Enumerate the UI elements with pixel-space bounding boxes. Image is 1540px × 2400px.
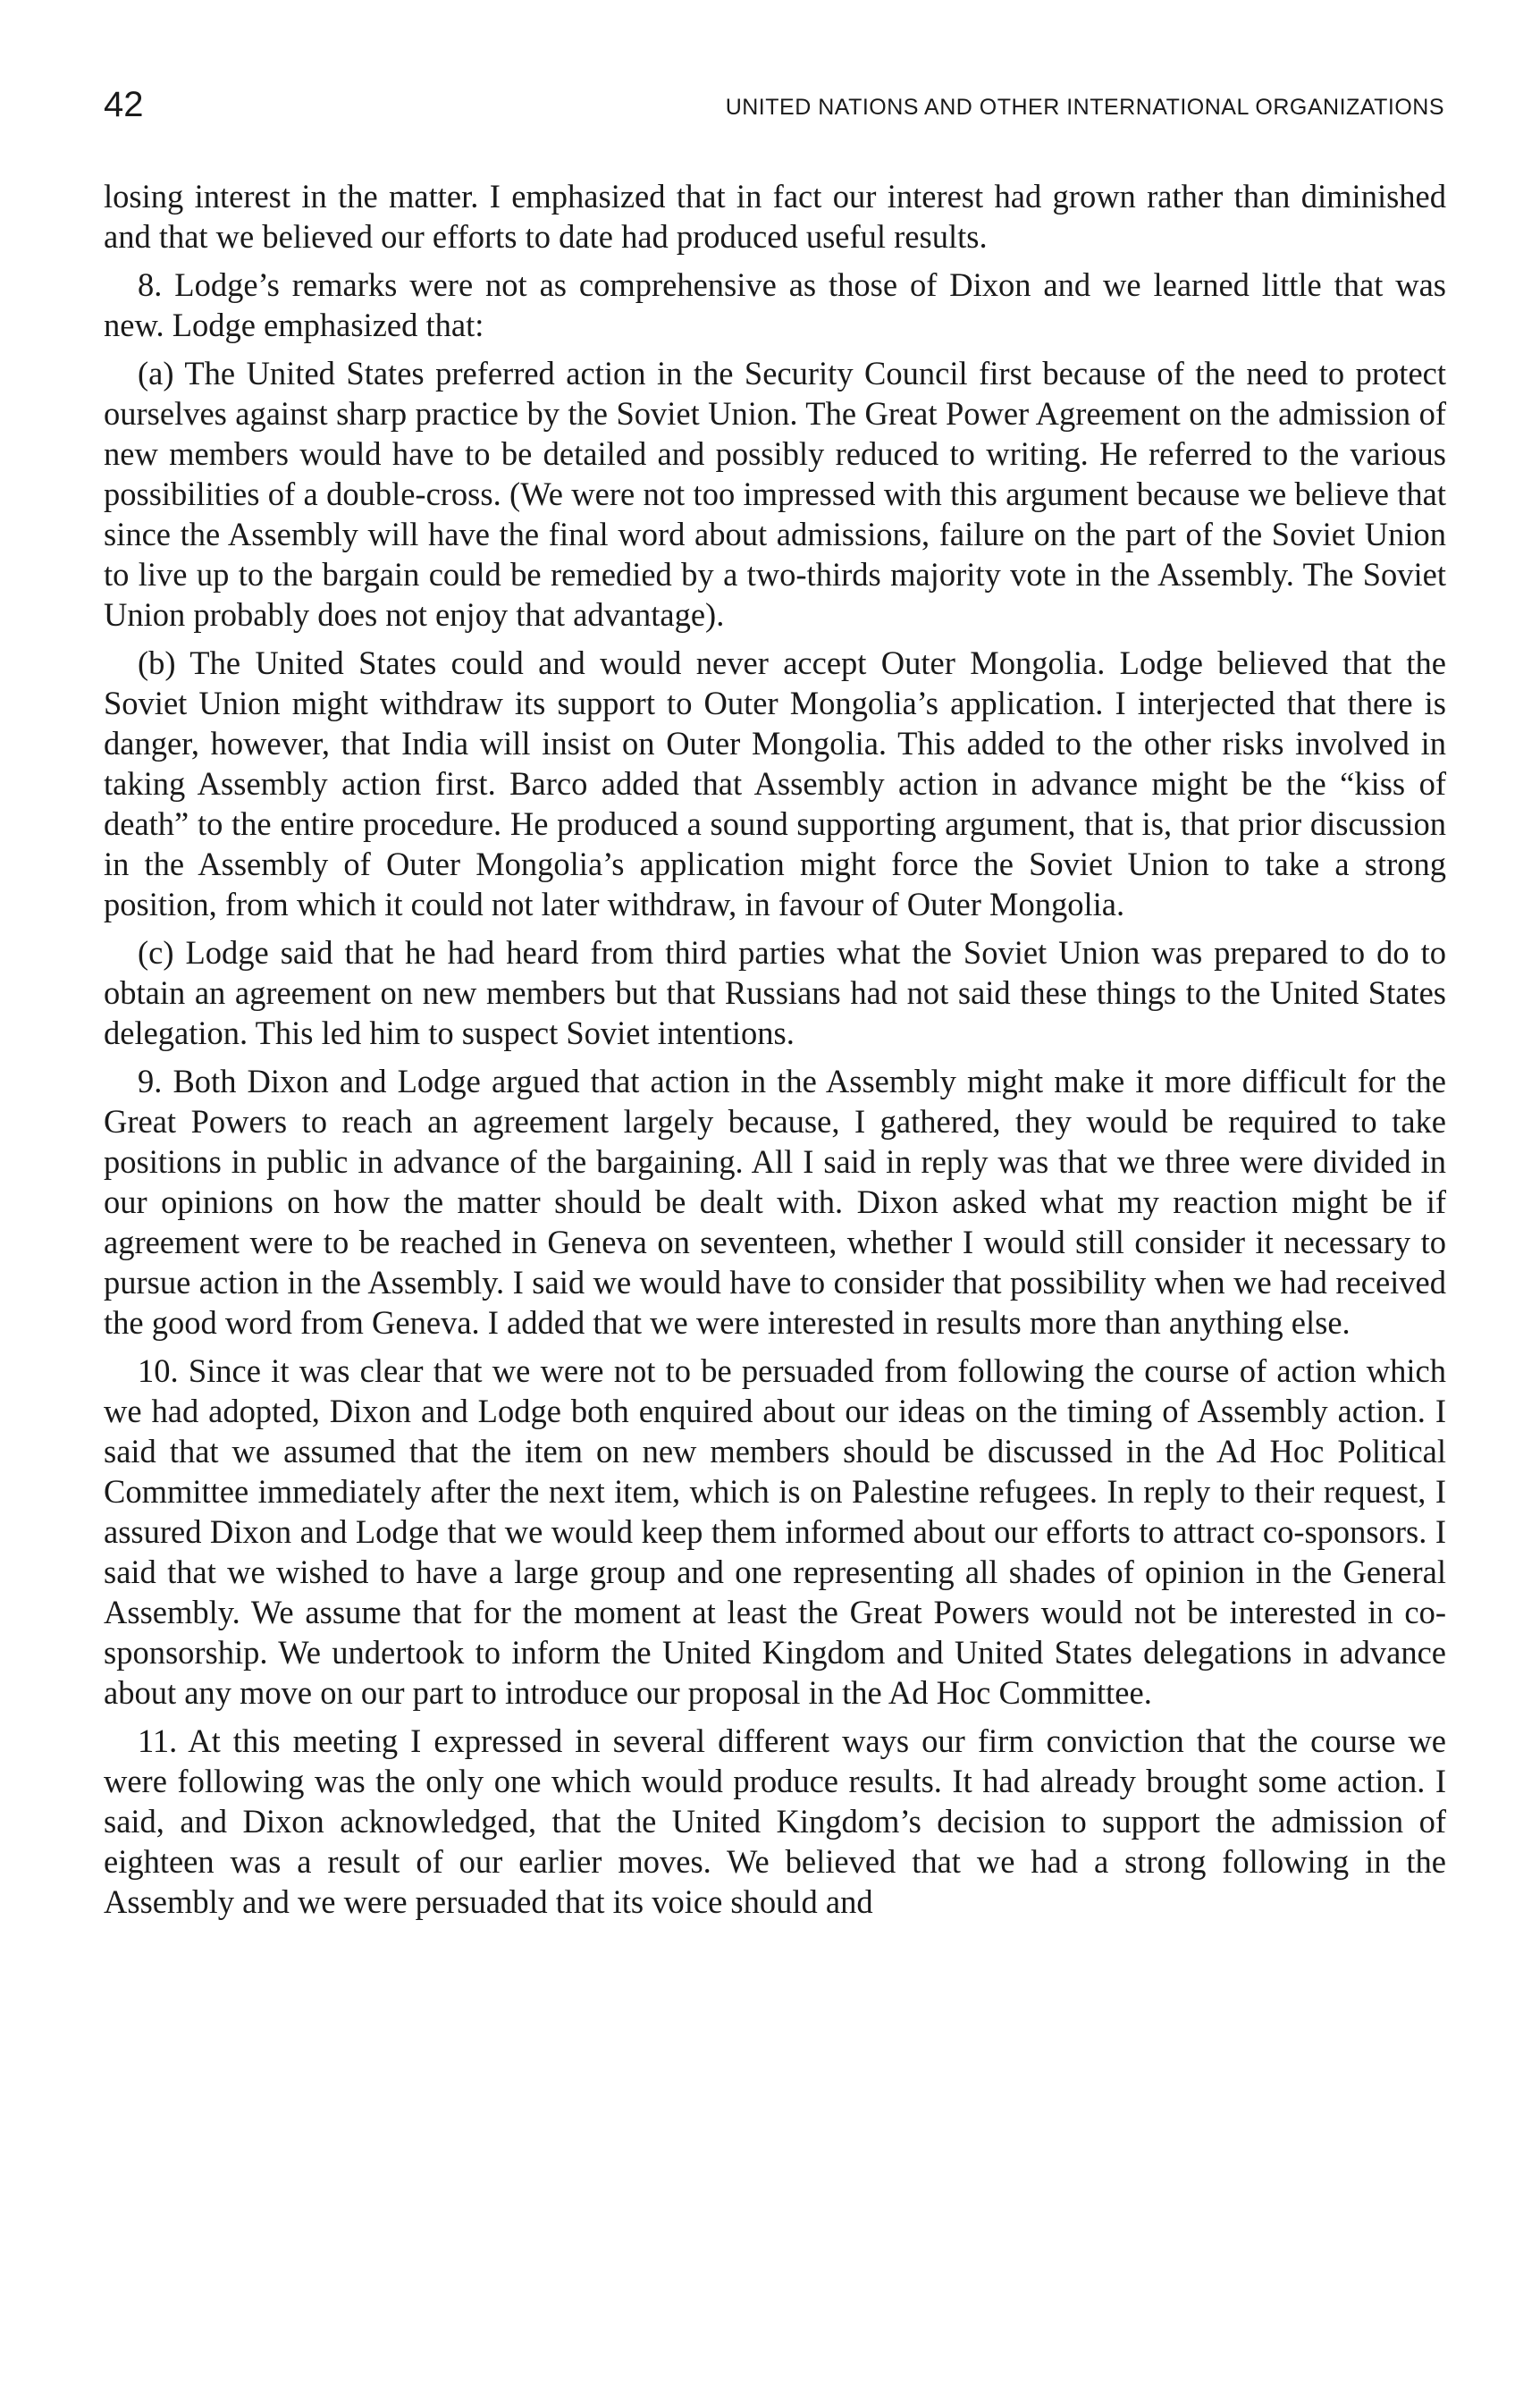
body-text	[104, 176, 1446, 1922]
paragraph-continuation: losing interest in the matter. I emphasized that in fact our interest had grown rather than diminished and that we believed our efforts to date had produced useful results.	[104, 178, 1446, 255]
page-number: 42	[104, 85, 144, 124]
page-header	[104, 82, 1444, 127]
paragraph-8c: (c) Lodge said that he had heard from third parties what the Soviet Union was prepared to do to obtain an agreement on new members but that Russians had not said these things to the United States delegation. This led him to suspect Soviet intentions.	[104, 934, 1446, 1051]
paragraph-11: 11. At this meeting I expressed in several different ways our firm conviction that the course we were following was the only one which would produce results. It had already brought some action. I said, and Dixon acknowledged, that the United Kingdom’s decision to support the admission of eighteen was a result of our earlier moves. We believed that we had a strong following in the Assembly and we were persuaded that its voice should and	[104, 1722, 1446, 1920]
paragraph-8a: (a) The United States preferred action in the Security Council first because of the need to protect ourselves against sharp practice by the Soviet Union. The Great Power Agreement on the admission of new members would have to be detailed and possibly reduced to writing. He referred to the various possibilities of a double-cross. (We were not too impressed with this argument because we believe that since the Assembly will have the final word about admissions, failure on the part of the Soviet Union to live up to the bargain could be remedied by a two-thirds majority vote in the Assembly. The Soviet Union probably does not enjoy that advantage).	[104, 355, 1446, 633]
paragraph-10: 10. Since it was clear that we were not to be persuaded from following the course of action which we had adopted, Dixon and Lodge both enquired about our ideas on the timing of Assembly action. I said that we assumed that the item on new members should be discussed in the Ad Hoc Political Committee immediately after the next item, which is on Palestine refugees. In reply to their request, I assured Dixon and Lodge that we would keep them informed about our efforts to attract co-sponsors. I said that we wished to have a large group and one representing all shades of opinion in the General Assembly. We assume that for the moment at least the Great Powers would not be interested in co-sponsorship. We undertook to inform the United Kingdom and United States delegations in advance about any move on our part to introduce our proposal in the Ad Hoc Committee.	[104, 1352, 1446, 1711]
paragraph-8: 8. Lodge’s remarks were not as comprehensive as those of Dixon and we learned little that was new. Lodge emphasized that:	[104, 266, 1446, 343]
paragraph-9: 9. Both Dixon and Lodge argued that action in the Assembly might make it more difficult for the Great Powers to reach an agreement largely because, I gathered, they would be required to take positions in public in advance of the bargaining. All I said in reply was that we three were divided in our opinions on how the matter should be dealt with. Dixon asked what my reaction might be if agreement were to be reached in Geneva on seventeen, whether I would still consider it necessary to pursue action in the Assembly. I said we would have to consider that possibility when we had received the good word from Geneva. I added that we were interested in results more than anything else.	[104, 1063, 1446, 1341]
paragraph-8b: (b) The United States could and would never accept Outer Mongolia. Lodge believed that the Soviet Union might withdraw its support to Outer Mongolia’s application. I interjected that there is danger, however, that India will insist on Outer Mongolia. This added to the other risks involved in taking Assembly action first. Barco added that Assembly action in advance might be the “kiss of death” to the entire procedure. He produced a sound supporting argument, that is, that prior discussion in the Assembly of Outer Mongolia’s application might force the Soviet Union to take a strong position, from which it could not later withdraw, in favour of Outer Mongolia.	[104, 644, 1446, 922]
running-head: UNITED NATIONS AND OTHER INTERNATIONAL ORGANIZATIONS	[725, 95, 1444, 120]
